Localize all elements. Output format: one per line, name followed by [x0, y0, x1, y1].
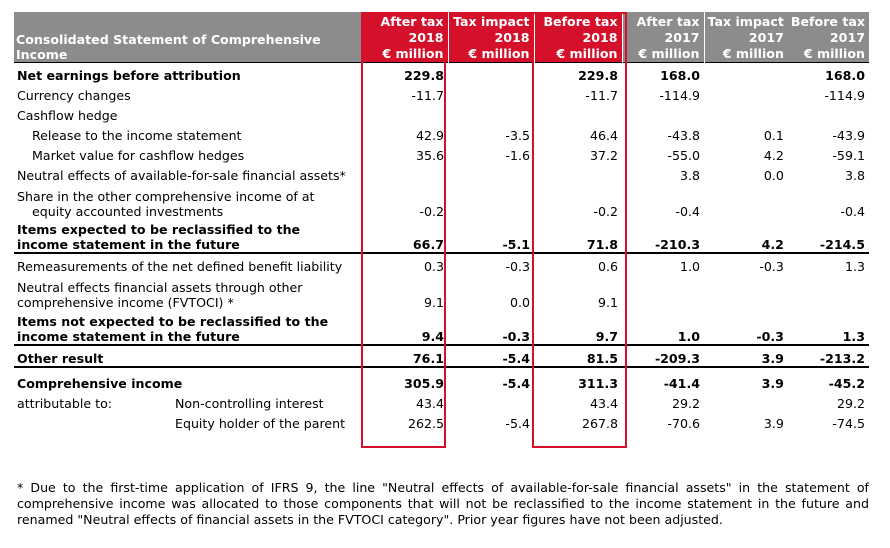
- cell-before-tax-2017: 168.0: [788, 63, 869, 84]
- table-title: Consolidated Statement of Comprehensive Income: [14, 12, 361, 63]
- cell-after-tax-2017: 3.8: [679, 168, 700, 183]
- row-label-text: Equity holder of the parent: [175, 416, 346, 431]
- cell-tax-impact-2017: 3.9: [763, 416, 784, 431]
- col-header-before-tax-2018: Before tax 2018 € million: [534, 12, 622, 63]
- table-row-remeasurements: [14, 253, 869, 274]
- cell-tax-impact-2018: -5.4: [448, 345, 534, 367]
- cell-after-tax-2018: 9.4: [361, 310, 448, 345]
- cell-before-tax-2017: [788, 103, 869, 123]
- cell-tax-impact-2018: -3.5: [505, 128, 530, 143]
- cell-before-tax-2018: 9.7: [534, 310, 622, 345]
- row-label: Currency changes: [17, 88, 131, 103]
- cell-after-tax-2017: 1.0: [679, 259, 700, 274]
- cell-after-tax-2018: 43.4: [415, 396, 444, 411]
- cell-tax-impact-2018: -5.1: [448, 219, 534, 253]
- cell-after-tax-2018: 0.3: [423, 259, 444, 274]
- col-header-before-tax-2017: Before tax 2017 € million: [788, 12, 869, 63]
- cell-before-tax-2018: 0.6: [597, 259, 618, 274]
- row-label: [14, 274, 361, 310]
- cell-after-tax-2017: 168.0: [622, 63, 704, 84]
- cell-tax-impact-2018: -0.3: [448, 310, 534, 345]
- row-label-text: Non-controlling interest: [175, 396, 324, 411]
- cell-tax-impact-2017: 4.2: [763, 148, 784, 163]
- cell-tax-impact-2018: [448, 83, 534, 103]
- cell-tax-impact-2018: -1.6: [505, 148, 530, 163]
- cell-before-tax-2017: -214.5: [788, 219, 869, 253]
- row-label: Comprehensive income: [17, 376, 183, 391]
- cell-after-tax-2017: [622, 274, 704, 310]
- row-label: [14, 183, 361, 219]
- cell-after-tax-2018: [361, 163, 448, 183]
- cell-after-tax-2017: -70.6: [667, 416, 700, 431]
- cell-before-tax-2017: 29.2: [836, 396, 865, 411]
- cell-after-tax-2018: 9.1: [423, 295, 444, 310]
- cell-before-tax-2017: [788, 274, 869, 310]
- cell-before-tax-2017: 1.3: [844, 259, 865, 274]
- cell-tax-impact-2018: 0.0: [509, 295, 530, 310]
- table-row-market-value-hedges: [14, 143, 869, 163]
- table-row-items-not-reclassified: [14, 310, 869, 345]
- cell-before-tax-2018: [534, 103, 622, 123]
- cell-tax-impact-2018: [448, 63, 534, 84]
- cell-tax-impact-2017: -0.3: [759, 259, 784, 274]
- cell-before-tax-2017: 3.8: [844, 168, 865, 183]
- table-row-comprehensive-income: [14, 367, 869, 391]
- table-row-currency-changes: [14, 83, 869, 103]
- cell-before-tax-2018: 9.1: [597, 295, 618, 310]
- row-label: [14, 411, 361, 431]
- cell-after-tax-2018: -0.2: [419, 204, 444, 219]
- cell-before-tax-2017: -114.9: [824, 88, 865, 103]
- cell-before-tax-2018: 229.8: [534, 63, 622, 84]
- cell-tax-impact-2017: [704, 63, 788, 84]
- cell-before-tax-2018: -11.7: [585, 88, 618, 103]
- row-label: Net earnings before attribution: [14, 63, 361, 84]
- cell-before-tax-2018: 71.8: [534, 219, 622, 253]
- cell-before-tax-2017: -45.2: [828, 376, 865, 391]
- cell-before-tax-2018: 43.4: [589, 396, 618, 411]
- table-row-items-reclassified: [14, 219, 869, 253]
- cell-before-tax-2018: 46.4: [589, 128, 618, 143]
- cell-after-tax-2017: -43.8: [667, 128, 700, 143]
- table-row-neutral-effects-afs: [14, 163, 869, 183]
- cell-tax-impact-2017: [704, 103, 788, 123]
- cell-tax-impact-2018: [448, 183, 534, 219]
- cell-after-tax-2017: [622, 103, 704, 123]
- cell-after-tax-2017: -209.3: [622, 345, 704, 367]
- row-label-line1: Share in the other comprehensive income of at: [17, 189, 315, 204]
- cell-after-tax-2018: 305.9: [404, 376, 444, 391]
- header-row: [14, 12, 869, 63]
- row-label: Cashflow hedge: [17, 108, 118, 123]
- cell-after-tax-2018: 229.8: [361, 63, 448, 84]
- row-label-line2: income statement in the future: [17, 329, 240, 344]
- col-header-tax-impact-2018: Tax impact 2018 € million: [448, 12, 534, 63]
- table-row-neutral-effects-fvtoci: [14, 274, 869, 310]
- cell-after-tax-2017: -114.9: [659, 88, 700, 103]
- row-label: Remeasurements of the net defined benefit liability: [17, 259, 343, 274]
- cell-before-tax-2018: 267.8: [581, 416, 618, 431]
- cell-tax-impact-2018: [448, 103, 534, 123]
- col-header-after-tax-2018: After tax 2018 € million: [361, 12, 448, 63]
- table-row-net-earnings: [14, 63, 869, 84]
- cell-before-tax-2018: 81.5: [534, 345, 622, 367]
- cell-before-tax-2018: 311.3: [578, 376, 618, 391]
- cell-tax-impact-2018: [448, 163, 534, 183]
- cell-tax-impact-2017: -0.3: [704, 310, 788, 345]
- cell-tax-impact-2017: 3.9: [761, 376, 784, 391]
- cell-after-tax-2017: -210.3: [622, 219, 704, 253]
- cell-after-tax-2018: -11.7: [411, 88, 444, 103]
- cell-after-tax-2017: -55.0: [667, 148, 700, 163]
- cell-tax-impact-2017: [704, 391, 788, 411]
- cell-after-tax-2017: 1.0: [622, 310, 704, 345]
- table-row-release-income-statement: [14, 123, 869, 143]
- cell-tax-impact-2018: [448, 391, 534, 411]
- cell-before-tax-2017: -74.5: [832, 416, 865, 431]
- comprehensive-income-table: [14, 12, 869, 431]
- cell-tax-impact-2017: [704, 274, 788, 310]
- cell-tax-impact-2017: 3.9: [704, 345, 788, 367]
- cell-before-tax-2018: -0.2: [593, 204, 618, 219]
- cell-tax-impact-2018: -5.4: [502, 376, 530, 391]
- cell-after-tax-2017: -41.4: [663, 376, 700, 391]
- row-label-line2: equity accounted investments: [32, 204, 224, 219]
- cell-tax-impact-2017: [704, 183, 788, 219]
- col-header-tax-impact-2017: Tax impact 2017 € million: [704, 12, 788, 63]
- footnote: * Due to the first-time application of IFRS 9, the line "Neutral effects of available-for-sale financial assets" in the statement of comprehensive income was allocated to those components that will not be reclassified to the income statement in the future and renamed "Neutral effects of financial assets in the FVTOCI category". Prior year figures have not been adjusted.: [17, 480, 869, 527]
- cell-before-tax-2017: -43.9: [832, 128, 865, 143]
- cell-before-tax-2017: -213.2: [788, 345, 869, 367]
- cell-tax-impact-2017: [704, 83, 788, 103]
- cell-after-tax-2018: 76.1: [361, 345, 448, 367]
- cell-after-tax-2018: 35.6: [415, 148, 444, 163]
- cell-tax-impact-2017: 0.1: [763, 128, 784, 143]
- cell-after-tax-2017: -0.4: [675, 204, 700, 219]
- cell-after-tax-2017: 29.2: [671, 396, 700, 411]
- row-label-line1: Items not expected to be reclassified to the: [17, 314, 329, 329]
- cell-after-tax-2018: 66.7: [361, 219, 448, 253]
- cell-before-tax-2017: 1.3: [788, 310, 869, 345]
- table-row-non-controlling-interest: [14, 391, 869, 411]
- row-label-prefix: attributable to:: [17, 396, 113, 411]
- cell-after-tax-2018: 42.9: [415, 128, 444, 143]
- table-row-share-equity-investments: [14, 183, 869, 219]
- row-label: [14, 310, 361, 345]
- row-label-line1: Neutral effects financial assets through other: [17, 280, 303, 295]
- row-label: [14, 391, 361, 411]
- cell-tax-impact-2017: 0.0: [763, 168, 784, 183]
- row-label: Other result: [14, 345, 361, 367]
- cell-before-tax-2017: -59.1: [832, 148, 865, 163]
- row-label-line2: comprehensive income (FVTOCI) *: [17, 295, 234, 310]
- cell-tax-impact-2017: 4.2: [704, 219, 788, 253]
- col-header-after-tax-2017: After tax 2017 € million: [622, 12, 704, 63]
- table-row-equity-holder-parent: [14, 411, 869, 431]
- row-label: Neutral effects of available-for-sale financial assets*: [17, 168, 346, 183]
- table-row-cashflow-hedge: [14, 103, 869, 123]
- row-label-line1: Items expected to be reclassified to the: [17, 222, 301, 237]
- cell-tax-impact-2018: -0.3: [505, 259, 530, 274]
- cell-before-tax-2018: 37.2: [589, 148, 618, 163]
- row-label: [14, 219, 361, 253]
- table-row-other-result: [14, 345, 869, 367]
- cell-before-tax-2017: -0.4: [840, 204, 865, 219]
- row-label: Market value for cashflow hedges: [32, 148, 245, 163]
- cell-before-tax-2018: [534, 163, 622, 183]
- row-label: Release to the income statement: [32, 128, 242, 143]
- cell-tax-impact-2018: -5.4: [505, 416, 530, 431]
- cell-after-tax-2018: [361, 103, 448, 123]
- row-label-line2: income statement in the future: [17, 237, 240, 252]
- cell-after-tax-2018: 262.5: [407, 416, 444, 431]
